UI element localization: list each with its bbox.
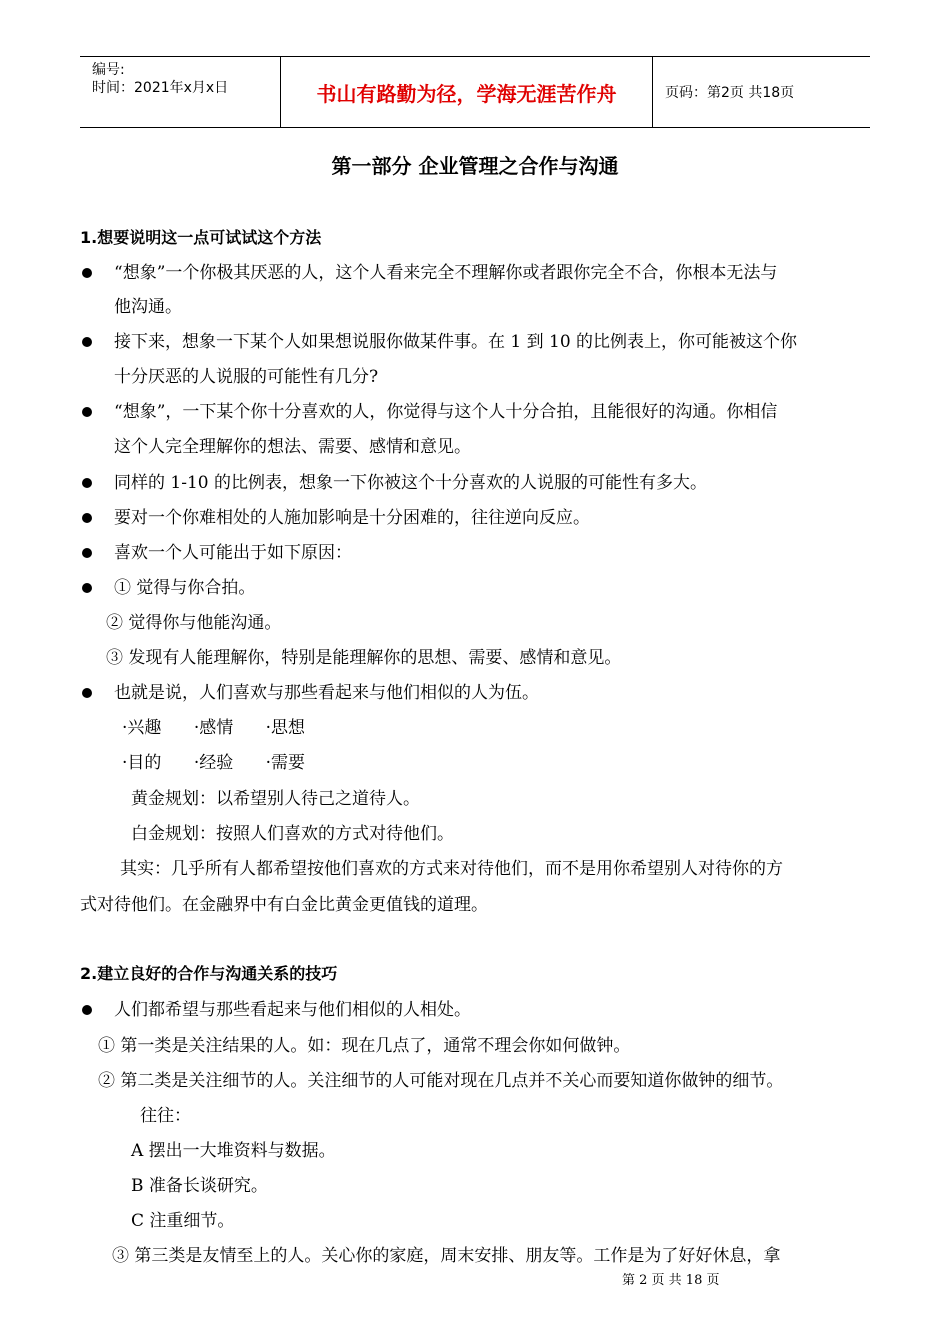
golden-rule-line: 黄金规划：以希望别人待己之道待人。 xyxy=(131,789,420,809)
paragraph-line: 也就是说，人们喜欢与那些看起来与他们相似的人为伍。 xyxy=(114,683,539,703)
platinum-rule-line: 白金规划：按照人们喜欢的方式对待他们。 xyxy=(131,824,454,844)
paragraph-line: ③ 第三类是友情至上的人。关心你的家庭，周末安排、朋友等。工作是为了好好休息，拿 xyxy=(112,1246,781,1266)
header-meta xyxy=(80,57,280,127)
bullet-icon xyxy=(82,548,92,558)
paragraph-line: 人们都希望与那些看起来与他们相似的人相处。 xyxy=(114,1000,471,1020)
paragraph-line: “想象”一个你极其厌恶的人，这个人看来完全不理解你或者跟你完全不合，你根本无法与 xyxy=(114,263,778,283)
paragraph-line: 要对一个你难相处的人施加影响是十分困难的，往往逆向反应。 xyxy=(114,508,590,528)
paragraph-line: ① 觉得与你合拍。 xyxy=(114,578,256,598)
header-page-info: 页码：第2页 共18页 xyxy=(665,85,795,101)
paragraph-line: ② 第二类是关注细节的人。关注细节的人可能对现在几点并不关心而要知道你做钟的细节。 xyxy=(98,1071,784,1091)
paragraph-line: 同样的 1-10 的比例表，想象一下你被这个十分喜欢的人说服的可能性有多大。 xyxy=(114,473,707,493)
paragraph-line: 他沟通。 xyxy=(114,297,182,317)
number-label: 编号: xyxy=(92,62,125,78)
bullet-icon xyxy=(82,337,92,347)
paragraph-line: 喜欢一个人可能出于如下原因： xyxy=(114,543,352,563)
paragraph-line: 其实：几乎所有人都希望按他们喜欢的方式来对待他们，而不是用你希望别人对待你的方 xyxy=(120,859,783,879)
paragraph-line: “想象”，一下某个你十分喜欢的人，你觉得与这个人十分合拍，且能很好的沟通。你相信 xyxy=(114,402,778,422)
bullet-icon xyxy=(82,268,92,278)
bullet-icon xyxy=(82,1005,92,1015)
bullet-icon xyxy=(82,513,92,523)
paragraph-line: B 准备长谈研究。 xyxy=(131,1176,268,1196)
bullet-icon xyxy=(82,583,92,593)
bullet-icon xyxy=(82,407,92,417)
section1-heading: 1.想要说明这一点可试试这个方法 xyxy=(80,228,322,247)
paragraph-line: ③ 发现有人能理解你，特别是能理解你的思想、需要、感情和意见。 xyxy=(106,648,622,668)
paragraph-line: C 注重细节。 xyxy=(131,1211,235,1231)
paragraph-line: 往往： xyxy=(140,1106,191,1126)
paragraph-line: 式对待他们。在金融界中有白金比黄金更值钱的道理。 xyxy=(80,895,488,915)
section2-heading: 2.建立良好的合作与沟通关系的技巧 xyxy=(80,964,338,983)
bullet-icon xyxy=(82,478,92,488)
page-footer: 第 2 页 共 18 页 xyxy=(622,1273,720,1288)
paragraph-line: ① 第一类是关注结果的人。如：现在几点了，通常不理会你如何做钟。 xyxy=(98,1036,631,1056)
paragraph-line: ② 觉得你与他能沟通。 xyxy=(106,613,282,633)
header-motto: 书山有路勤为径，学海无涯苦作舟 xyxy=(280,57,653,127)
trait-list-line: ·目的 ·经验 ·需要 xyxy=(122,753,306,773)
paragraph-line: A 摆出一大堆资料与数据。 xyxy=(131,1141,336,1161)
paragraph-line: 接下来，想象一下某个人如果想说服你做某件事。在 1 到 10 的比例表上，你可能被这个你 xyxy=(114,332,798,352)
document-header xyxy=(80,56,870,128)
trait-list-line: ·兴趣 ·感情 ·思想 xyxy=(122,718,306,738)
page-title: 第一部分 企业管理之合作与沟通 xyxy=(331,154,619,178)
bullet-icon xyxy=(82,688,92,698)
paragraph-line: 十分厌恶的人说服的可能性有几分? xyxy=(114,367,379,387)
paragraph-line: 这个人完全理解你的想法、需要、感情和意见。 xyxy=(114,437,471,457)
time-label: 时间：2021年x月x日 xyxy=(92,80,229,96)
